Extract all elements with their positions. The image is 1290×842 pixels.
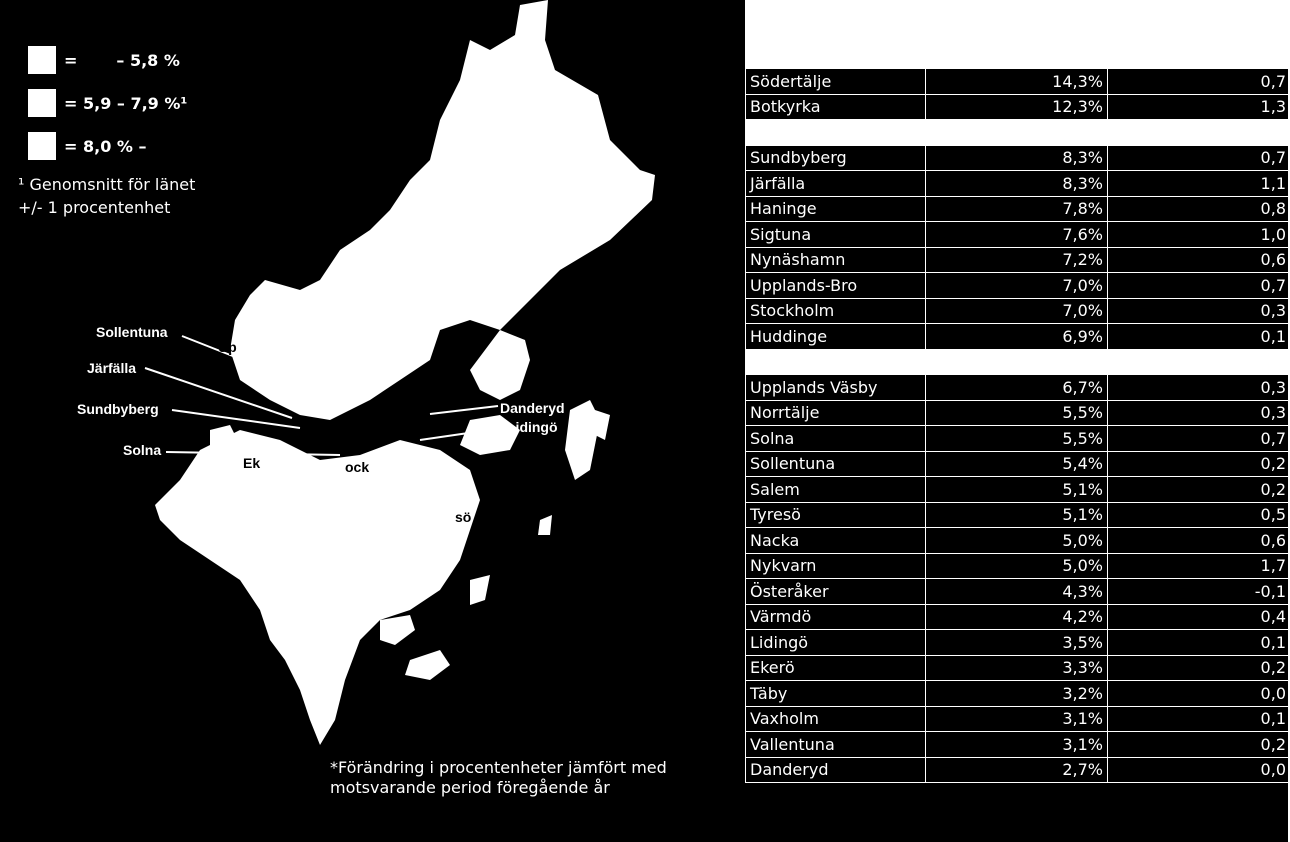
group-separator bbox=[746, 120, 1290, 146]
change-cell: 0,4 bbox=[1108, 604, 1290, 630]
rate-cell: 7,6% bbox=[926, 222, 1108, 248]
table-row bbox=[746, 426, 1290, 452]
change-cell: 0,3 bbox=[1108, 400, 1290, 426]
rate-cell: 4,3% bbox=[926, 579, 1108, 605]
footnote-line2: motsvarande period föregående år bbox=[330, 778, 610, 797]
group-separator bbox=[746, 349, 1290, 375]
table-body bbox=[746, 69, 1290, 783]
municipality-cell: Salem bbox=[746, 477, 926, 503]
rate-cell: 5,1% bbox=[926, 477, 1108, 503]
change-cell: 0,3 bbox=[1108, 375, 1290, 401]
rate-cell: 12,3% bbox=[926, 94, 1108, 120]
municipality-cell: Upplands-Bro bbox=[746, 273, 926, 299]
municipality-cell: Upplands Väsby bbox=[746, 375, 926, 401]
map-region-north bbox=[230, 0, 655, 420]
table-row bbox=[746, 94, 1290, 120]
municipality-cell: Botkyrka bbox=[746, 94, 926, 120]
table-row bbox=[746, 145, 1290, 171]
municipality-table bbox=[745, 68, 1290, 783]
group-separator-cell bbox=[746, 349, 1290, 375]
map-label-upp-partial: Up bbox=[218, 339, 237, 355]
change-cell: 0,5 bbox=[1108, 502, 1290, 528]
rate-cell: 5,0% bbox=[926, 553, 1108, 579]
municipality-cell: Värmdö bbox=[746, 604, 926, 630]
municipality-cell: Täby bbox=[746, 681, 926, 707]
change-cell: 0,1 bbox=[1108, 706, 1290, 732]
legend-swatch-low bbox=[28, 46, 56, 74]
municipality-cell: Södertälje bbox=[746, 69, 926, 95]
legend-note-line1: ¹ Genomsnitt för länet bbox=[18, 175, 196, 194]
legend-row-mid bbox=[28, 88, 187, 118]
table-row bbox=[746, 528, 1290, 554]
table-row bbox=[746, 324, 1290, 350]
rate-cell: 5,1% bbox=[926, 502, 1108, 528]
rate-cell: 7,2% bbox=[926, 247, 1108, 273]
municipality-cell: Ekerö bbox=[746, 655, 926, 681]
map-region-isle-1 bbox=[565, 400, 600, 480]
map-region-sound-isle-3 bbox=[470, 575, 490, 605]
map-region-sound-isle-1 bbox=[380, 615, 415, 645]
municipality-table-panel bbox=[745, 0, 1290, 842]
footnote-line1: *Förändring i procentenheter jämfört med bbox=[330, 758, 667, 777]
map-label-er-partial: er bbox=[458, 375, 472, 391]
rate-cell: 5,5% bbox=[926, 426, 1108, 452]
table-row bbox=[746, 222, 1290, 248]
table-row bbox=[746, 400, 1290, 426]
municipality-cell: Nykvarn bbox=[746, 553, 926, 579]
municipality-cell: Solna bbox=[746, 426, 926, 452]
change-cell: 1,3 bbox=[1108, 94, 1290, 120]
map-label-jarfalla: Järfälla bbox=[87, 360, 137, 376]
footnote bbox=[330, 758, 710, 798]
change-cell: 0,7 bbox=[1108, 273, 1290, 299]
change-cell: 0,6 bbox=[1108, 247, 1290, 273]
table-row bbox=[746, 298, 1290, 324]
change-cell: 1,1 bbox=[1108, 171, 1290, 197]
map-label-ro-partial: ö bbox=[520, 457, 529, 473]
table-row bbox=[746, 579, 1290, 605]
change-cell: 0,1 bbox=[1108, 324, 1290, 350]
map-label-danderyd: Danderyd bbox=[500, 400, 565, 416]
change-cell: 0,1 bbox=[1108, 630, 1290, 656]
table-row bbox=[746, 273, 1290, 299]
municipality-cell: Järfälla bbox=[746, 171, 926, 197]
municipality-cell: Vaxholm bbox=[746, 706, 926, 732]
map-label-solna: Solna bbox=[123, 442, 162, 458]
table-row bbox=[746, 732, 1290, 758]
municipality-cell: Stockholm bbox=[746, 298, 926, 324]
rate-cell: 6,9% bbox=[926, 324, 1108, 350]
municipality-cell: Danderyd bbox=[746, 757, 926, 783]
legend-label-mid: = 5,9 – 7,9 %¹ bbox=[64, 93, 188, 113]
leader-line-sundbyberg bbox=[172, 410, 300, 428]
legend-label-high: = 8,0 % – bbox=[64, 136, 147, 156]
table-row bbox=[746, 553, 1290, 579]
table-row bbox=[746, 451, 1290, 477]
map-region-south bbox=[155, 430, 480, 745]
change-cell: 1,7 bbox=[1108, 553, 1290, 579]
rate-cell: 3,5% bbox=[926, 630, 1108, 656]
change-cell: 0,7 bbox=[1108, 145, 1290, 171]
legend-label-low: = – 5,8 % bbox=[64, 50, 180, 70]
map-label-sollentuna: Sollentuna bbox=[96, 324, 168, 340]
municipality-cell: Tyresö bbox=[746, 502, 926, 528]
legend-note-line2: +/- 1 procentenhet bbox=[18, 198, 171, 217]
municipality-cell: Sollentuna bbox=[746, 451, 926, 477]
municipality-cell: Norrtälje bbox=[746, 400, 926, 426]
table-row bbox=[746, 630, 1290, 656]
table-row bbox=[746, 655, 1290, 681]
rate-cell: 3,2% bbox=[926, 681, 1108, 707]
legend-row-high bbox=[28, 131, 147, 161]
map-label-ek-partial: Ek bbox=[243, 455, 261, 471]
change-cell: 0,3 bbox=[1108, 298, 1290, 324]
rate-cell: 8,3% bbox=[926, 171, 1108, 197]
change-cell: 0,2 bbox=[1108, 477, 1290, 503]
group-separator-cell bbox=[746, 120, 1290, 146]
rate-cell: 3,1% bbox=[926, 706, 1108, 732]
table-row bbox=[746, 757, 1290, 783]
rate-cell: 7,0% bbox=[926, 298, 1108, 324]
table-row bbox=[746, 681, 1290, 707]
leader-line-danderyd bbox=[430, 406, 498, 414]
rate-cell: 5,5% bbox=[926, 400, 1108, 426]
map-label-stock-partial: ock bbox=[345, 459, 370, 475]
municipality-cell: Sundbyberg bbox=[746, 145, 926, 171]
table-row bbox=[746, 171, 1290, 197]
rate-cell: 7,8% bbox=[926, 196, 1108, 222]
change-cell: 0,2 bbox=[1108, 732, 1290, 758]
municipality-cell: Lidingö bbox=[746, 630, 926, 656]
change-cell: 0,2 bbox=[1108, 451, 1290, 477]
legend-swatch-mid bbox=[28, 89, 56, 117]
municipality-cell: Sigtuna bbox=[746, 222, 926, 248]
table-row bbox=[746, 502, 1290, 528]
table-row bbox=[746, 604, 1290, 630]
change-cell: 0,8 bbox=[1108, 196, 1290, 222]
table-row bbox=[746, 375, 1290, 401]
rate-cell: 14,3% bbox=[926, 69, 1108, 95]
map-label-sundbyberg: Sundbyberg bbox=[77, 401, 159, 417]
rate-cell: 3,1% bbox=[926, 732, 1108, 758]
change-cell: 1,0 bbox=[1108, 222, 1290, 248]
map-region-sound-isle-2 bbox=[405, 650, 450, 680]
map-region-isle-2 bbox=[595, 410, 610, 440]
rate-cell: 6,7% bbox=[926, 375, 1108, 401]
map-region-east-islands bbox=[470, 330, 530, 400]
change-cell: 0,2 bbox=[1108, 655, 1290, 681]
municipality-cell: Österåker bbox=[746, 579, 926, 605]
municipality-cell: Nacka bbox=[746, 528, 926, 554]
table-header-area bbox=[745, 0, 1290, 68]
change-cell: 0,0 bbox=[1108, 757, 1290, 783]
legend-swatch-high bbox=[28, 132, 56, 160]
municipality-cell: Vallentuna bbox=[746, 732, 926, 758]
table-row bbox=[746, 706, 1290, 732]
change-cell: 0,7 bbox=[1108, 426, 1290, 452]
change-cell: -0,1 bbox=[1108, 579, 1290, 605]
rate-cell: 3,3% bbox=[926, 655, 1108, 681]
map-label-lidingo: Lidingö bbox=[507, 419, 558, 435]
rate-cell: 5,4% bbox=[926, 451, 1108, 477]
municipality-cell: Nynäshamn bbox=[746, 247, 926, 273]
municipality-cell: Huddinge bbox=[746, 324, 926, 350]
table-row bbox=[746, 247, 1290, 273]
rate-cell: 8,3% bbox=[926, 145, 1108, 171]
legend-row-low bbox=[28, 45, 180, 75]
rate-cell: 5,0% bbox=[926, 528, 1108, 554]
municipality-cell: Haninge bbox=[746, 196, 926, 222]
map-legend bbox=[18, 40, 278, 230]
map-label-holm-partial: holm bbox=[428, 417, 462, 433]
table-row bbox=[746, 196, 1290, 222]
table-row bbox=[746, 477, 1290, 503]
change-cell: 0,7 bbox=[1108, 69, 1290, 95]
map-label-so-partial: sö bbox=[455, 509, 472, 525]
change-cell: 0,0 bbox=[1108, 681, 1290, 707]
change-cell: 0,6 bbox=[1108, 528, 1290, 554]
rate-cell: 7,0% bbox=[926, 273, 1108, 299]
rate-cell: 2,7% bbox=[926, 757, 1108, 783]
rate-cell: 4,2% bbox=[926, 604, 1108, 630]
map-region-sound-isle-4 bbox=[538, 515, 552, 535]
table-row bbox=[746, 69, 1290, 95]
